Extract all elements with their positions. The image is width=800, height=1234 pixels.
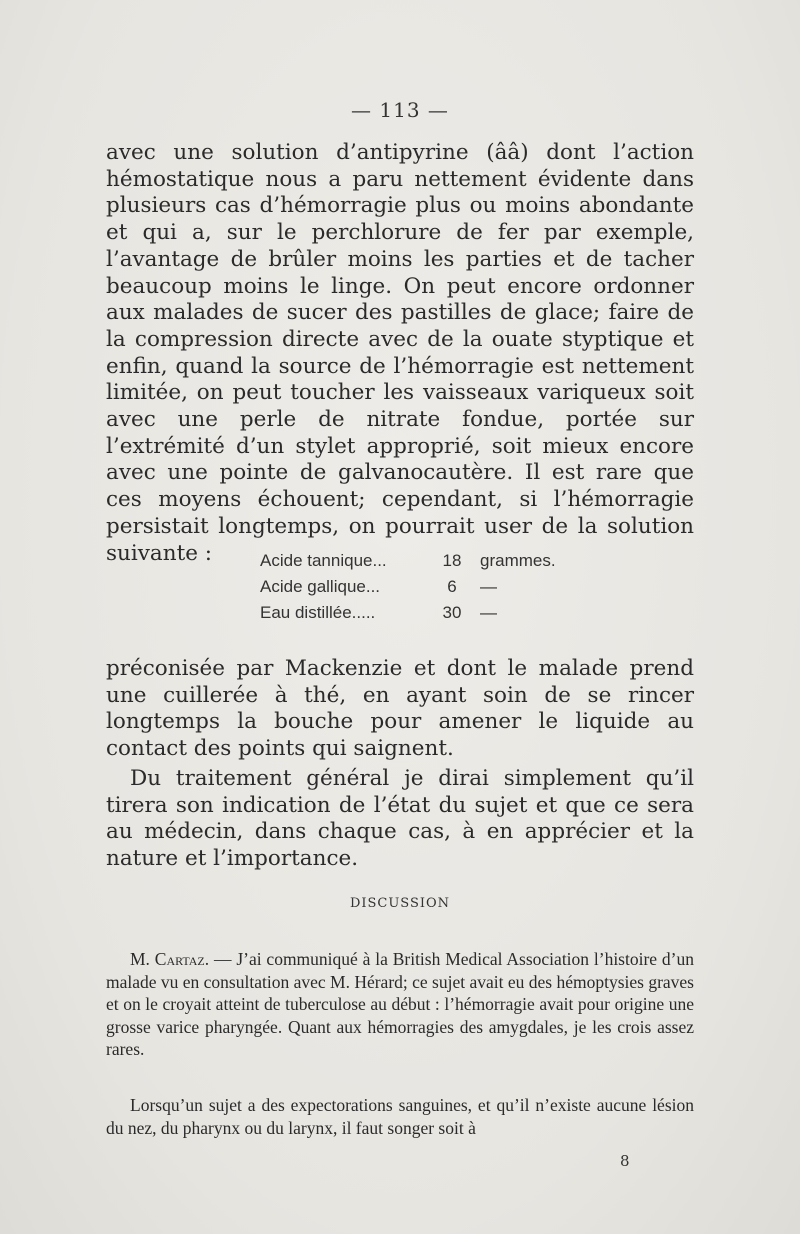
recipe-row (260, 600, 590, 626)
recipe-quantity: 18 (442, 551, 462, 570)
recipe-table (260, 548, 590, 626)
recipe-quantity: 30 (442, 603, 462, 622)
paragraph-general-treatment: Du traitement général je dirai simplement qu’il tirera son indication de l’état du sujet et que ce sera au médecin, dans chaque cas, à en apprécier et la nature et l’importance. (106, 766, 694, 872)
recipe-unit: — (480, 603, 497, 622)
paragraph-cartaz (106, 948, 694, 1061)
recipe-row (260, 574, 590, 600)
recipe-ingredient: Acide tannique... (260, 551, 387, 570)
recipe-ingredient: Eau distillée..... (260, 603, 376, 622)
speaker-name: M. Cartaz. (130, 949, 210, 969)
recipe-quantity: 6 (447, 577, 457, 596)
recipe-row (260, 548, 590, 574)
signature-mark: 8 (620, 1152, 630, 1170)
paragraph-cartaz-body: — J’ai communiqué à la British Medical Association l’histoire d’un malade vu en consultation avec M. Hérard; ce sujet avait eu des hémoptysies graves et on le croyait atteint de tuberculose au début : l’hémorragie avait pour origine une grosse varice pharyngée. Quant aux hémorragies des amygdales, je les crois assez rares. (106, 949, 694, 1060)
recipe-unit: grammes. (480, 551, 556, 570)
paragraph-expectorations: Lorsqu’un sujet a des expectorations sanguines, et qu’il n’existe aucune lésion du nez, du pharynx ou du larynx, il faut songer soit à (106, 1095, 694, 1138)
recipe-ingredient: Acide gallique... (260, 577, 381, 596)
paragraph-mackenzie: préconisée par Mackenzie et dont le malade prend une cuillerée à thé, en ayant soin de se rincer longtemps la bouche pour amener le liquide au contact des points qui saignent. (106, 656, 694, 762)
paragraph-treatment: avec une solution d’antipyrine (ââ) dont l’action hémostatique nous a paru nettement évidente dans plusieurs cas d’hémorragie plus ou moins abondante et qui a, sur le perchlorure de fer par exemple, l’avantage de brûler moins les parties et de tacher beaucoup moins le linge. On peut encore ordonner aux malades de sucer des pastilles de glace; faire de la compression directe avec de la ouate styptique et enfin, quand la source de l’hémorragie est nettement limitée, on peut toucher les vaisseaux variqueux soit avec une perle de nitrate fondue, portée sur l’extrémité d’un stylet approprié, soit mieux encore avec une pointe de galvanocautère. Il est rare que ces moyens échouent; cependant, si l’hémorragie persistait longtemps, on pourrait user de la solution suivante : (106, 140, 694, 566)
section-heading: DISCUSSION (349, 896, 451, 911)
page-number: — 113 — (351, 98, 449, 122)
recipe-unit: — (480, 577, 497, 596)
